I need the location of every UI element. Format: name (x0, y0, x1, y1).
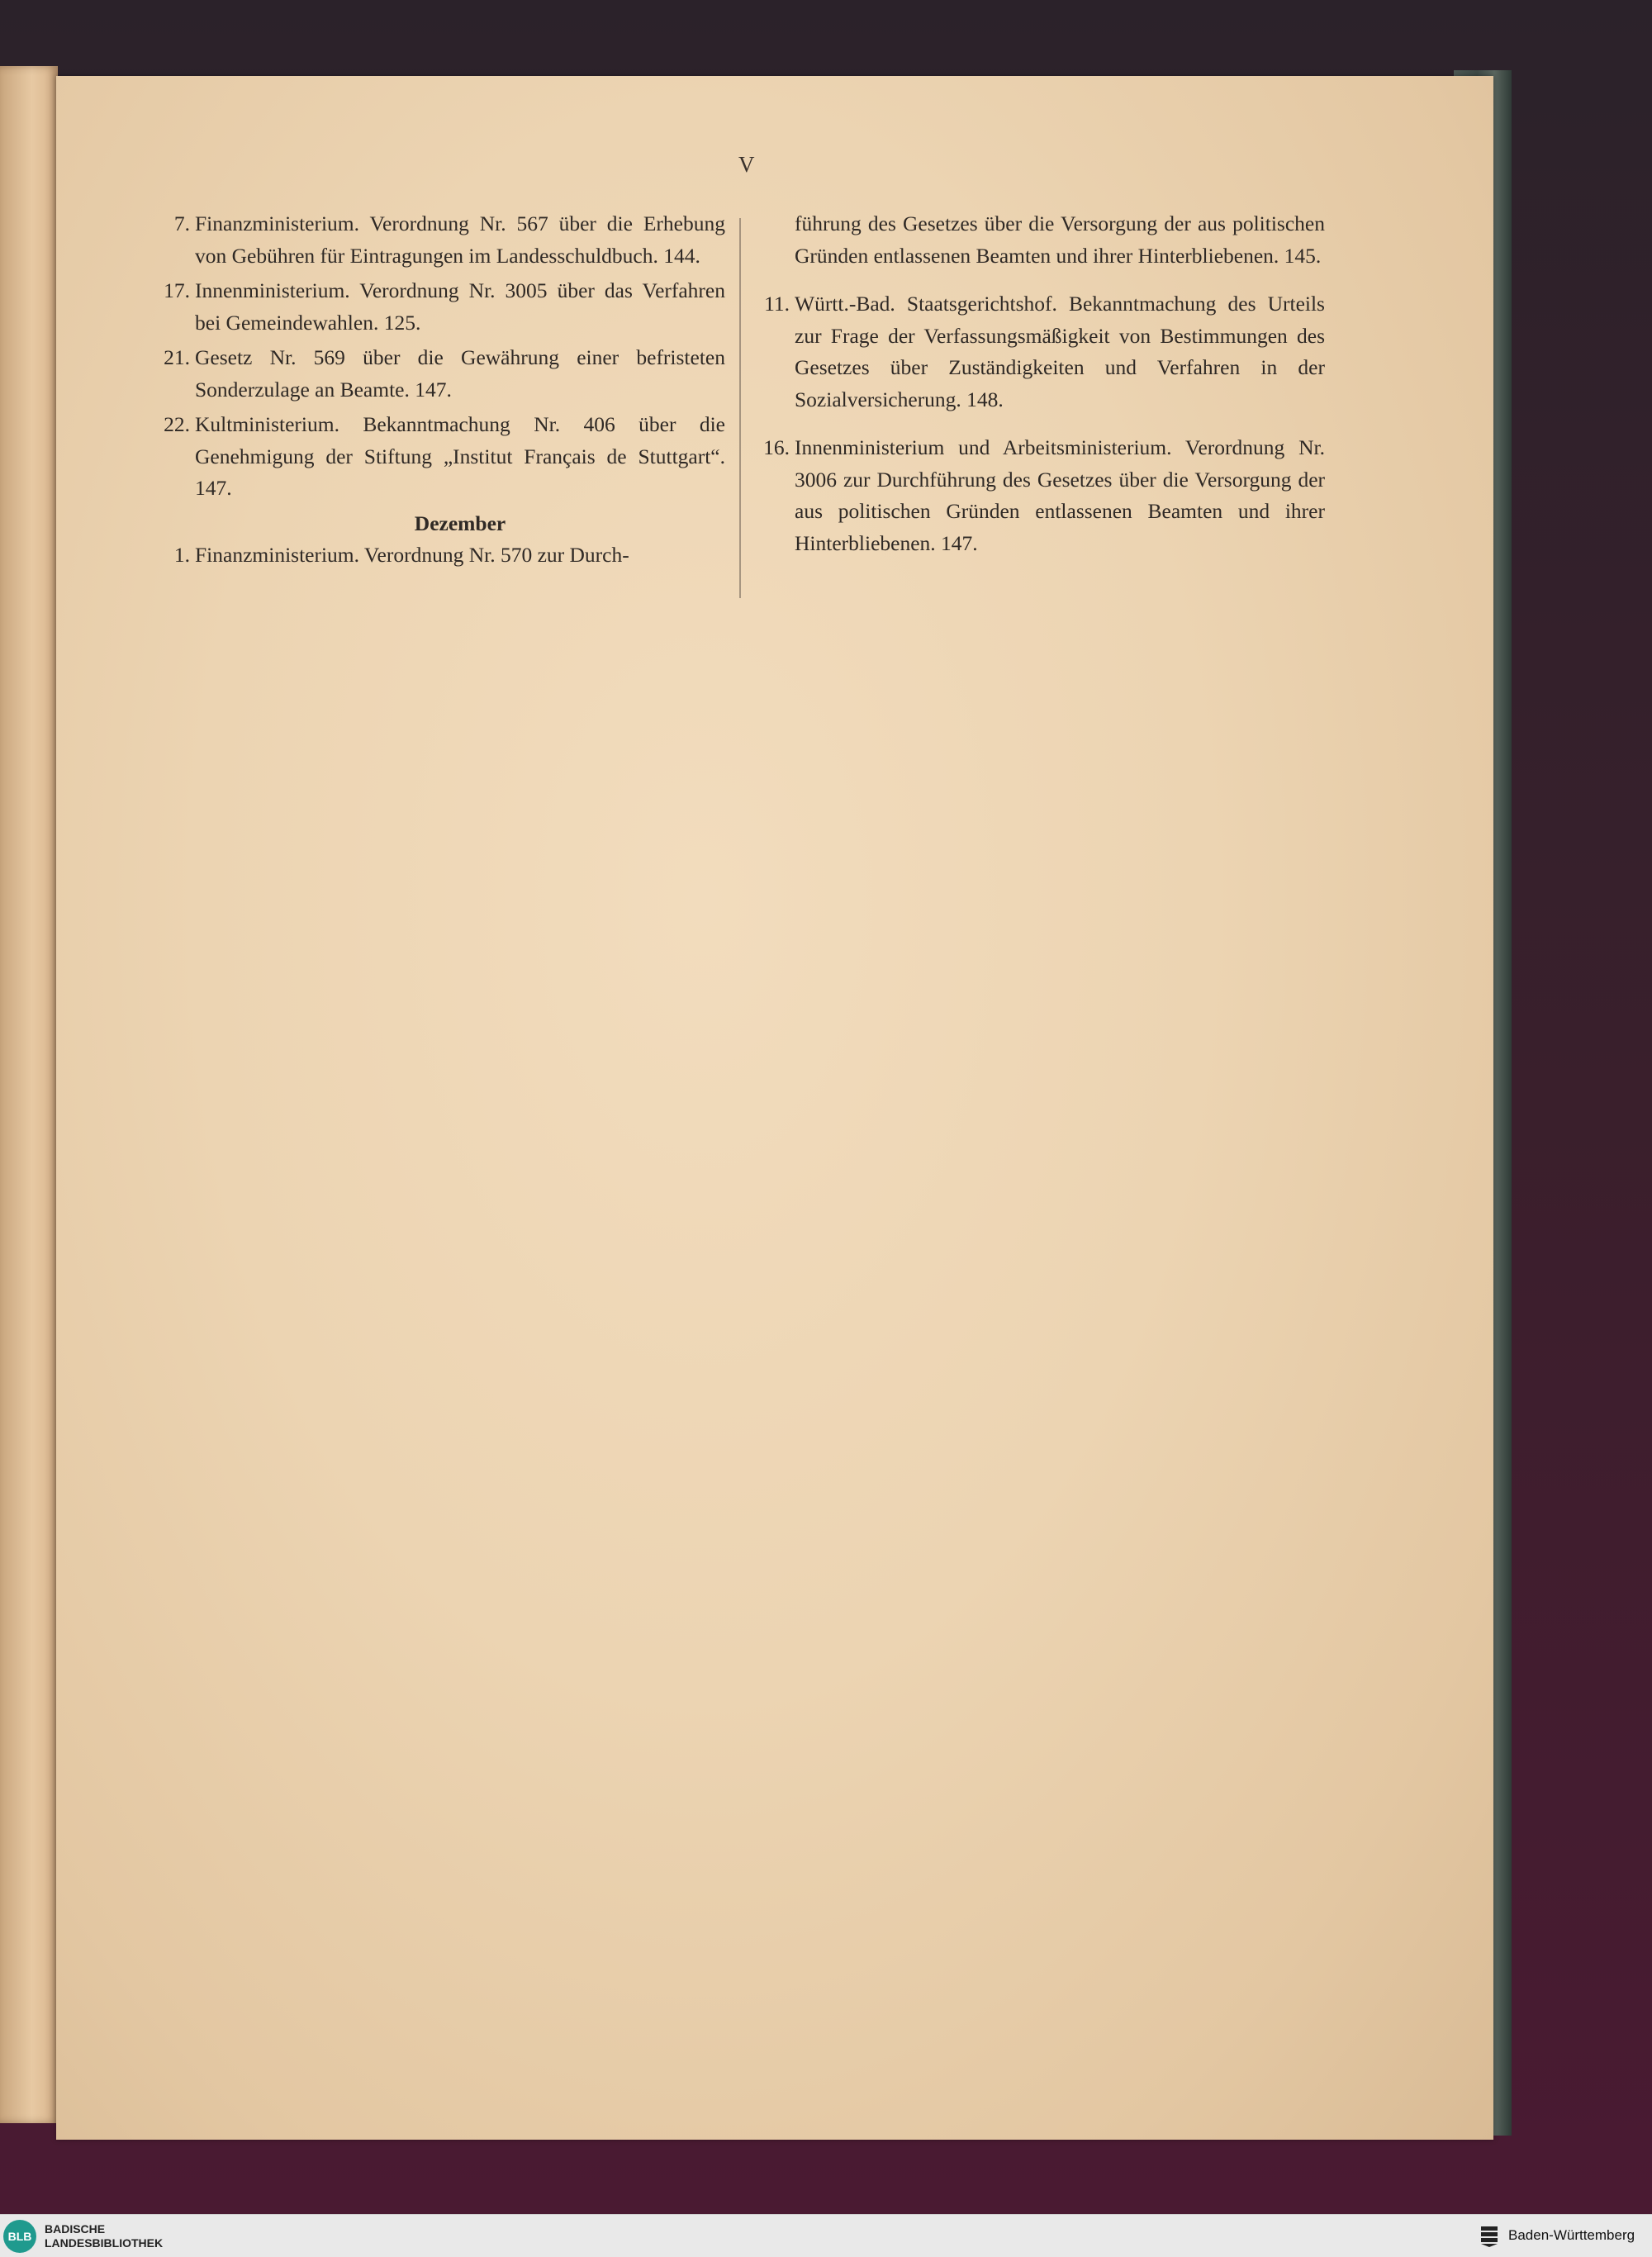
entry-text: Finanzministerium. Verordnung Nr. 567 über die Erhebung von Gebühren für Eintragungen im Landesschuldbuch. 144. (195, 211, 725, 268)
entry-day: 21. (164, 345, 190, 369)
column-divider (739, 218, 741, 598)
entry-text: Kultministerium. Bekanntmachung Nr. 406 über die Genehmigung der Stiftung „Institut Français de Stuttgart“. 147. (195, 412, 725, 500)
entry-day: 1. (173, 543, 190, 567)
list-item (155, 208, 725, 272)
viewer-footer (0, 2214, 1652, 2257)
blb-logo-icon[interactable]: BLB (3, 2220, 36, 2253)
entry-text: führung des Gesetzes über die Versorgung der aus politischen Gründen entlassenen Beamten und ihrer Hinterbliebenen. 145. (795, 211, 1325, 268)
entry-text: Württ.-Bad. Staatsgerichtshof. Bekanntmachung des Urteils zur Frage der Verfassungsmäßigkeit von Bestimmungen des Gesetzes über Zuständigkeiten und Verfahren in der Sozialversicherung. 148. (795, 292, 1325, 411)
library-name-line1: BADISCHE (45, 2222, 106, 2236)
entry-day: 22. (164, 412, 190, 436)
facing-page-edge (0, 66, 58, 2123)
entry-text: Gesetz Nr. 569 über die Gewährung einer befristeten Sonderzulage an Beamte. 147. (195, 345, 725, 402)
library-name-line2: LANDESBIBLIOTHEK (45, 2236, 164, 2250)
list-item (155, 342, 725, 406)
entry-day: 16. (763, 435, 790, 459)
entry-day: 17. (164, 278, 190, 302)
entry-text: Innenministerium und Arbeitsministerium. Verordnung Nr. 3006 zur Durchführung des Gesetzes über die Versorgung der aus politischen Gründen entlassenen Beamten und ihrer Hinterbliebenen. 147. (795, 435, 1325, 555)
coat-of-arms-icon (1479, 2225, 1500, 2248)
state-label[interactable]: Baden-Württemberg (1508, 2227, 1635, 2243)
entry-day: 7. (173, 211, 190, 235)
entry-text: Innenministerium. Verordnung Nr. 3005 über das Verfahren bei Gemeindewahlen. 125. (195, 278, 725, 335)
list-item (753, 432, 1325, 559)
list-item (155, 409, 725, 505)
month-heading: Dezember (414, 511, 506, 535)
entry-day: 11. (764, 292, 790, 316)
library-name[interactable] (45, 2222, 163, 2250)
right-column (753, 208, 1325, 576)
list-item (155, 539, 725, 572)
list-item (155, 275, 725, 339)
list-item-continuation (753, 208, 1325, 272)
list-item (753, 288, 1325, 416)
left-column (155, 208, 725, 575)
entry-text: Finanzministerium. Verordnung Nr. 570 zur Durch- (195, 543, 629, 567)
page-number: V (738, 152, 755, 177)
